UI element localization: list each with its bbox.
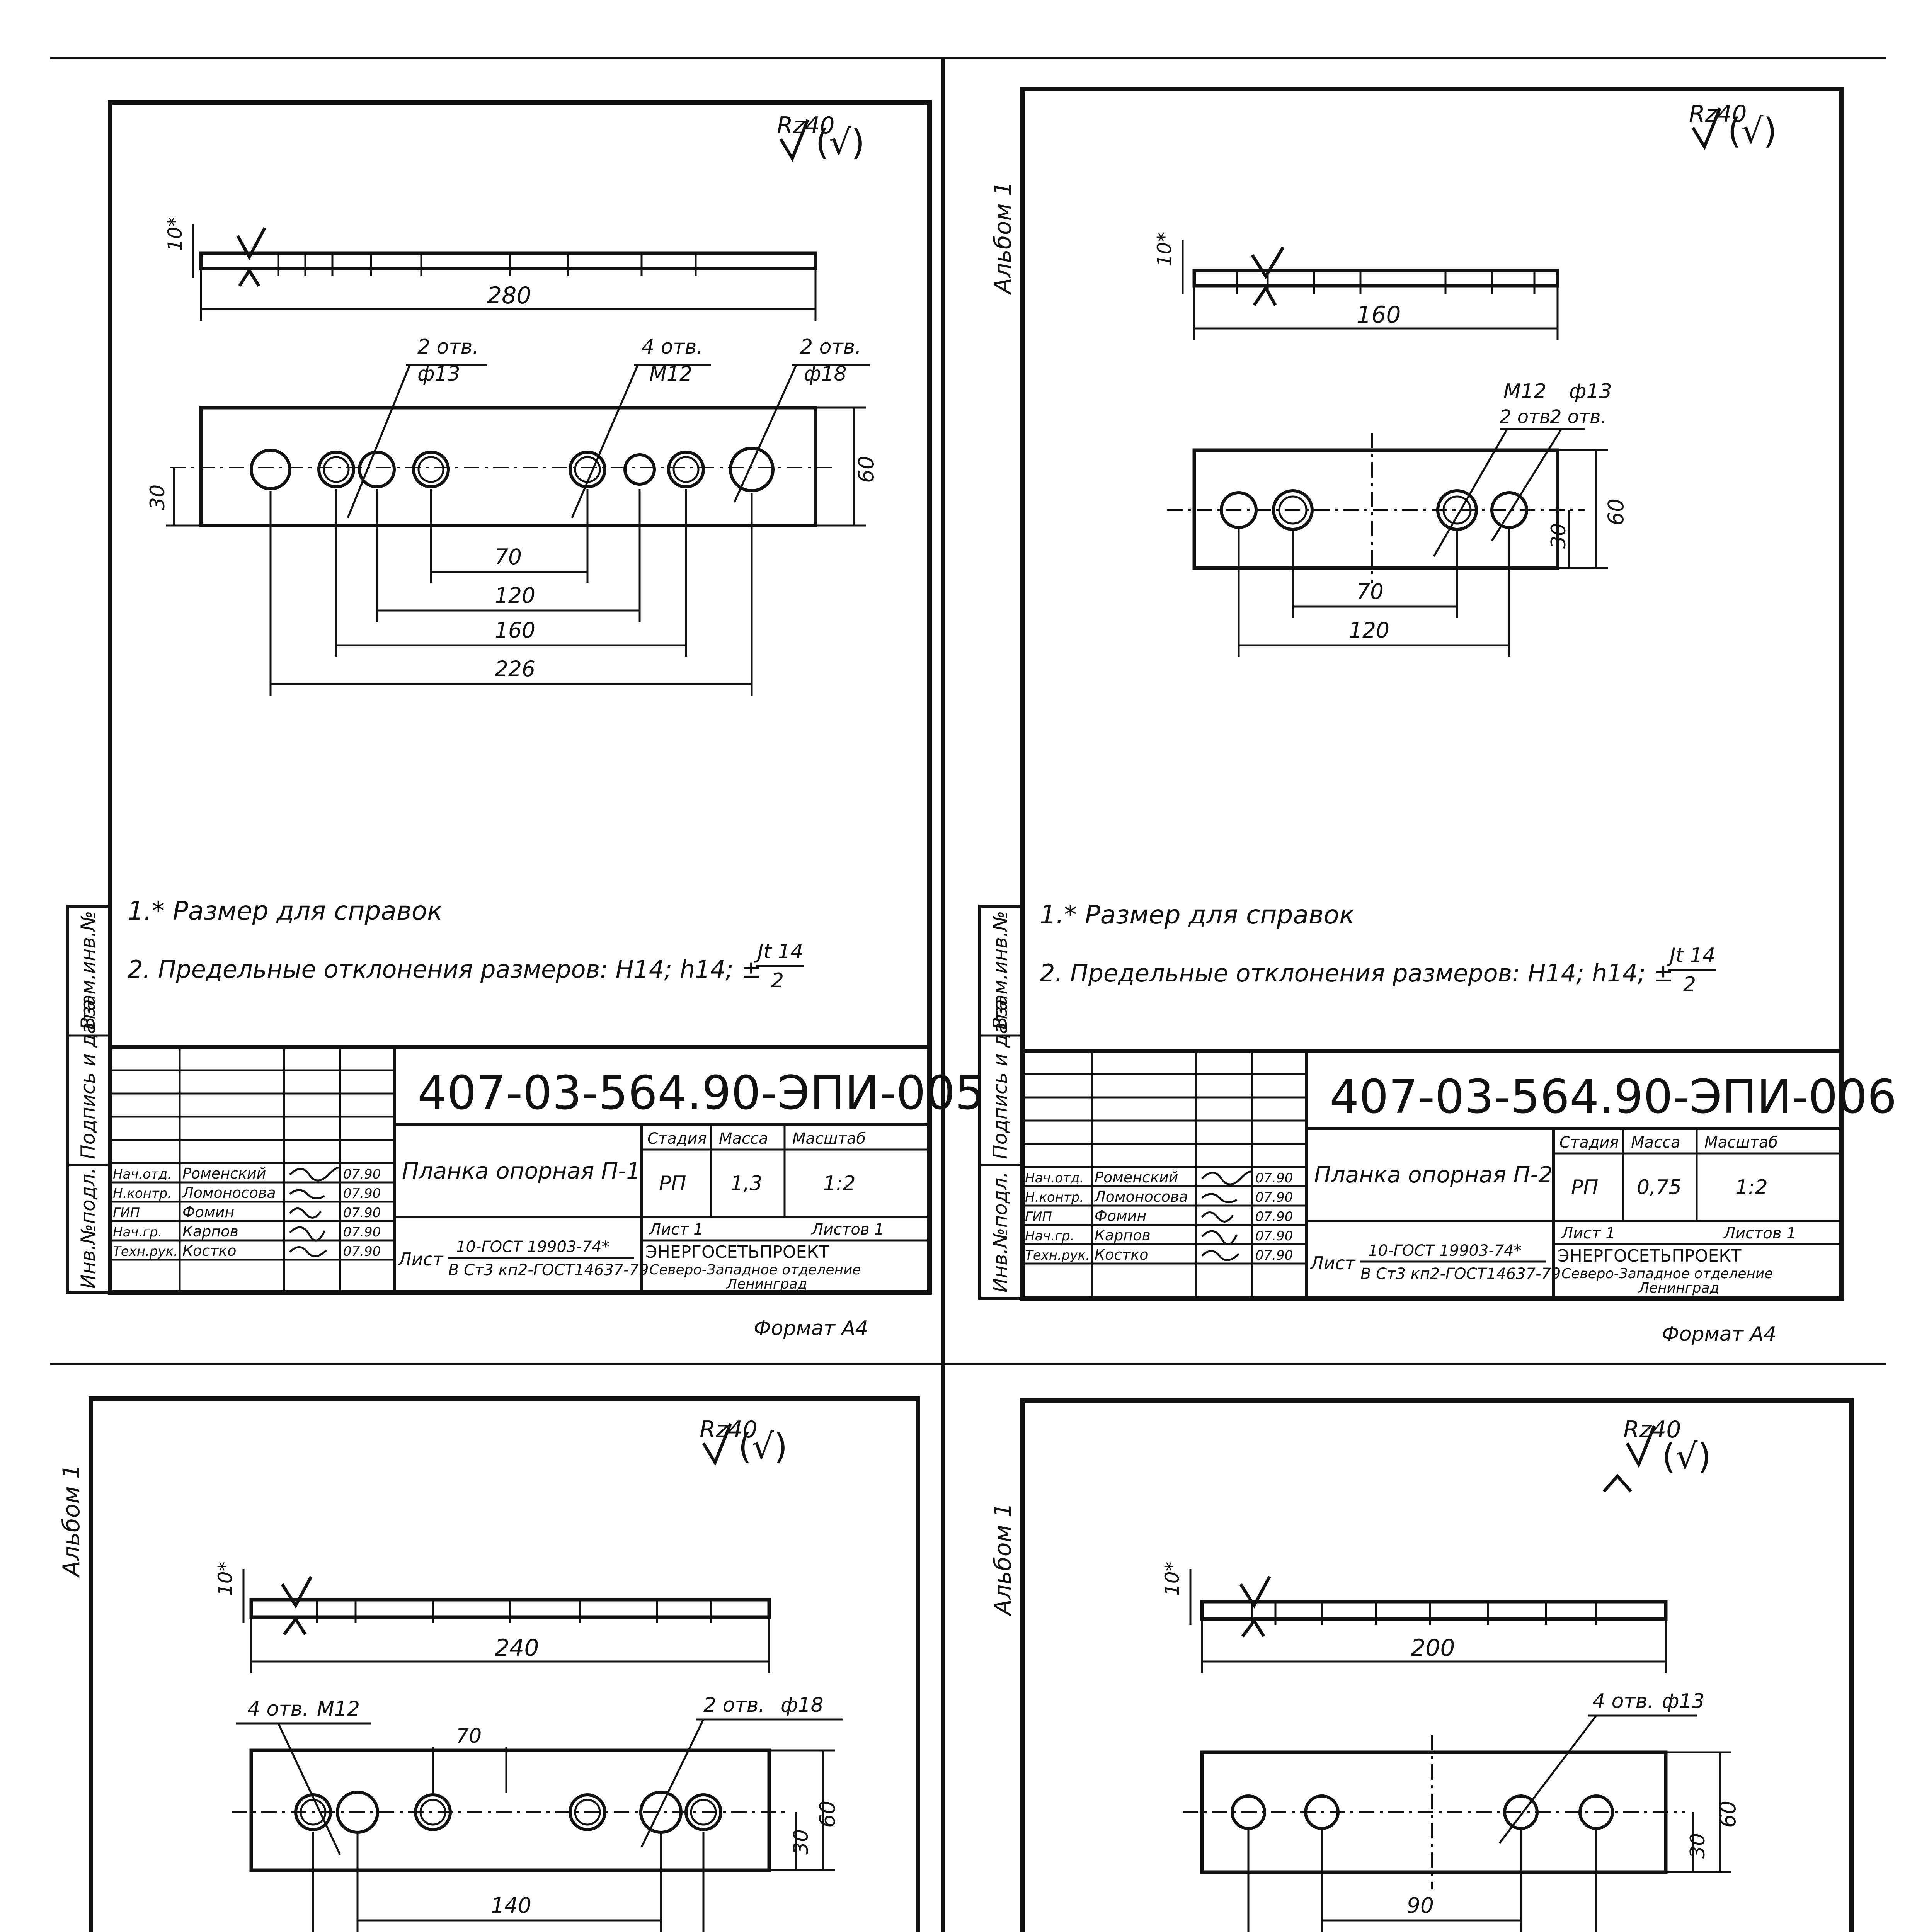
dim-thickness: 10* xyxy=(1161,1561,1183,1596)
roughness-label: Rz40 xyxy=(1623,1416,1681,1443)
date: 07.90 xyxy=(343,1225,381,1240)
org-branch: Северо-Западное отделение xyxy=(1561,1266,1773,1282)
hole-group xyxy=(251,448,773,491)
hole-label-size: М12 xyxy=(1503,380,1547,403)
hole-label-size: ф13 xyxy=(1569,380,1612,403)
dim-spacing: 226 xyxy=(495,656,535,681)
drawing-code: 407-03-564.90-ЭПИ-006 xyxy=(1330,1070,1897,1124)
roughness-paren: (√) xyxy=(738,1427,788,1467)
material-top: 10-ГОСТ 19903-74* xyxy=(1368,1242,1522,1260)
dim-length: 240 xyxy=(495,1634,539,1662)
hole-label-size: ф18 xyxy=(781,1694,824,1717)
hole-label-count: 2 отв. xyxy=(1500,406,1556,428)
roughness-alt-icon xyxy=(1604,1476,1631,1492)
hole-label-count: 4 отв. xyxy=(642,335,703,359)
mass-header: Масса xyxy=(1631,1134,1680,1151)
scale-header: Масштаб xyxy=(792,1130,866,1148)
album-label: Альбом 1 xyxy=(58,1464,85,1577)
role: Нач.гр. xyxy=(113,1225,162,1240)
hole-label-size: М12 xyxy=(317,1697,360,1721)
title-block xyxy=(1022,1051,1897,1298)
dim-half-width: 30 xyxy=(1686,1833,1709,1859)
sheet-p3 xyxy=(48,1399,965,1932)
date: 07.90 xyxy=(343,1244,381,1259)
roughness-paren: (√) xyxy=(1728,111,1777,151)
role: Техн.рук. xyxy=(113,1244,178,1259)
role: Техн.рук. xyxy=(1025,1248,1090,1263)
date: 07.90 xyxy=(1255,1209,1293,1225)
side-label-sign: Подпись и дата xyxy=(77,999,99,1159)
sheet-number: Лист 1 xyxy=(1561,1225,1616,1242)
hole-label-count: 2 отв. xyxy=(417,335,479,359)
hole-label-size: ф13 xyxy=(1662,1690,1705,1713)
hole-label-count: 4 отв. xyxy=(1592,1690,1654,1713)
dim-spacing: 120 xyxy=(1349,618,1389,643)
role: Нач.отд. xyxy=(1025,1170,1084,1186)
side-label-sign: Подпись и дата xyxy=(989,999,1011,1159)
org-branch: Северо-Западное отделение xyxy=(649,1262,861,1278)
format-label: Формат А4 xyxy=(1662,1323,1777,1346)
stage-value: РП xyxy=(1571,1176,1599,1199)
plate-top-view xyxy=(1194,450,1558,568)
dim-length: 200 xyxy=(1411,1634,1455,1662)
sheet-word: Лист xyxy=(1310,1253,1355,1274)
album-label: Альбом 1 xyxy=(989,181,1016,294)
dim-spacing: 70 xyxy=(456,1725,482,1748)
hole xyxy=(251,450,290,489)
title-block xyxy=(110,1047,985,1293)
date: 07.90 xyxy=(1255,1248,1293,1263)
role: Нач.отд. xyxy=(113,1167,172,1182)
tolerance-numerator: Jt 14 xyxy=(1670,944,1716,967)
hole-label-size: ф18 xyxy=(804,362,847,386)
weld-mark-icon xyxy=(282,1577,311,1634)
dim-half-width: 30 xyxy=(146,484,169,510)
dim-thickness: 10* xyxy=(1153,232,1176,267)
person: Костко xyxy=(182,1242,237,1259)
dim-width: 60 xyxy=(854,456,878,483)
date: 07.90 xyxy=(343,1167,381,1182)
roughness-label: Rz40 xyxy=(700,1416,758,1443)
person: Роменский xyxy=(1095,1169,1178,1186)
sheet-p2 xyxy=(980,89,1897,1346)
dim-width: 60 xyxy=(1716,1801,1740,1828)
plate-side-view xyxy=(201,253,815,269)
signature-scribbles xyxy=(1202,1172,1252,1260)
mass-header: Масса xyxy=(719,1130,768,1148)
format-label: Формат А4 xyxy=(754,1317,868,1340)
dim-spacing: 160 xyxy=(495,618,535,643)
dim-half-width: 30 xyxy=(790,1829,813,1855)
dim-spacing: 140 xyxy=(491,1893,531,1918)
hole-label-count: 4 отв. xyxy=(247,1697,309,1721)
hole-label-count: 2 отв. xyxy=(703,1694,765,1717)
note-reference: 1.* Размер для справок xyxy=(1040,900,1355,930)
dim-width: 60 xyxy=(815,1801,840,1828)
stage-header: Стадия xyxy=(647,1130,707,1148)
person: Костко xyxy=(1095,1246,1149,1263)
hole-label-size: ф13 xyxy=(417,362,460,386)
stage-header: Стадия xyxy=(1559,1134,1619,1151)
tolerance-numerator: Jt 14 xyxy=(758,940,804,963)
material-top: 10-ГОСТ 19903-74* xyxy=(456,1238,609,1256)
sheet-p1 xyxy=(68,102,985,1340)
plate-side-view xyxy=(1194,270,1558,286)
dim-thickness: 10* xyxy=(164,217,186,251)
drawing-code: 407-03-564.90-ЭПИ-005 xyxy=(417,1066,985,1120)
mass-value: 0,75 xyxy=(1637,1176,1682,1199)
org-name: ЭНЕРГОСЕТЬПРОЕКТ xyxy=(1558,1246,1742,1266)
album-label: Альбом 1 xyxy=(989,1503,1016,1615)
person: Ломоносова xyxy=(1095,1188,1188,1205)
hole-label-size: М12 xyxy=(649,362,693,386)
sheet-number: Лист 1 xyxy=(649,1221,703,1238)
sheet-frame xyxy=(1022,1401,1851,1932)
role: Нач.гр. xyxy=(1025,1228,1074,1244)
dim-half-width: 30 xyxy=(1547,523,1570,549)
sheet-word: Лист xyxy=(398,1249,443,1270)
scale-header: Масштаб xyxy=(1704,1134,1778,1151)
sheet-p4 xyxy=(980,1401,1897,1932)
roughness-paren: (√) xyxy=(815,122,865,163)
sheets-count: Листов 1 xyxy=(1724,1225,1796,1242)
org-city: Ленинград xyxy=(1639,1280,1720,1296)
person: Ломоносова xyxy=(182,1184,276,1201)
dim-length: 280 xyxy=(487,282,531,309)
dim-spacing: 90 xyxy=(1407,1893,1434,1918)
roughness-label: Rz40 xyxy=(777,112,835,139)
hole-label-count: 2 отв. xyxy=(800,335,861,359)
sheets-count: Листов 1 xyxy=(812,1221,884,1238)
note-tolerance: 2. Предельные отклонения размеров: Н14; h14; ± xyxy=(128,955,761,983)
dim-length: 160 xyxy=(1357,301,1401,328)
drawing-title: Планка опорная П-1 xyxy=(402,1158,641,1184)
signature-scribbles xyxy=(290,1168,340,1256)
tolerance-denominator: 2 xyxy=(1683,973,1696,996)
material-bottom: В Ст3 кп2-ГОСТ14637-79 xyxy=(448,1261,649,1279)
hole-label-count: 2 отв. xyxy=(1550,406,1607,428)
weld-mark-icon xyxy=(238,228,265,286)
drawing-title: Планка опорная П-2 xyxy=(1314,1162,1553,1188)
scale-value: 1:2 xyxy=(1735,1176,1768,1199)
date: 07.90 xyxy=(1255,1228,1293,1244)
org-city: Ленинград xyxy=(727,1276,807,1292)
weld-mark-icon xyxy=(1241,1577,1270,1636)
tolerance-denominator: 2 xyxy=(771,969,784,992)
scale-value: 1:2 xyxy=(823,1172,856,1195)
plate-top-view xyxy=(201,408,815,526)
side-label-replace: Взам.инв.№ xyxy=(989,911,1011,1030)
note-reference: 1.* Размер для справок xyxy=(128,896,443,926)
role: Н.контр. xyxy=(113,1186,172,1201)
stage-value: РП xyxy=(659,1172,686,1195)
note-tolerance: 2. Предельные отклонения размеров: Н14; h14; ± xyxy=(1040,959,1674,987)
roughness-label: Rz40 xyxy=(1689,100,1747,128)
dim-spacing: 70 xyxy=(1357,579,1384,604)
side-label-replace: Взам.инв.№ xyxy=(77,911,99,1030)
side-label-inv: Инв.№подл. xyxy=(989,1171,1011,1293)
date: 07.90 xyxy=(343,1205,381,1221)
person: Фомин xyxy=(1095,1208,1147,1225)
dim-spacing: 120 xyxy=(495,583,535,608)
side-label-inv: Инв.№подл. xyxy=(77,1167,99,1289)
mass-value: 1,3 xyxy=(730,1172,763,1195)
dim-thickness: 10* xyxy=(214,1561,237,1596)
date: 07.90 xyxy=(343,1186,381,1201)
role: ГИП xyxy=(1025,1209,1052,1225)
person: Карпов xyxy=(182,1223,238,1240)
date: 07.90 xyxy=(1255,1170,1293,1186)
role: ГИП xyxy=(113,1205,140,1221)
role: Н.контр. xyxy=(1025,1190,1084,1205)
roughness-paren: (√) xyxy=(1662,1436,1711,1477)
material-bottom: В Ст3 кп2-ГОСТ14637-79 xyxy=(1360,1265,1561,1283)
dim-width: 60 xyxy=(1604,498,1628,526)
dim-spacing: 70 xyxy=(495,544,522,569)
person: Фомин xyxy=(182,1204,235,1221)
date: 07.90 xyxy=(1255,1190,1293,1205)
person: Карпов xyxy=(1095,1227,1151,1244)
org-name: ЭНЕРГОСЕТЬПРОЕКТ xyxy=(645,1242,829,1262)
person: Роменский xyxy=(182,1165,266,1182)
